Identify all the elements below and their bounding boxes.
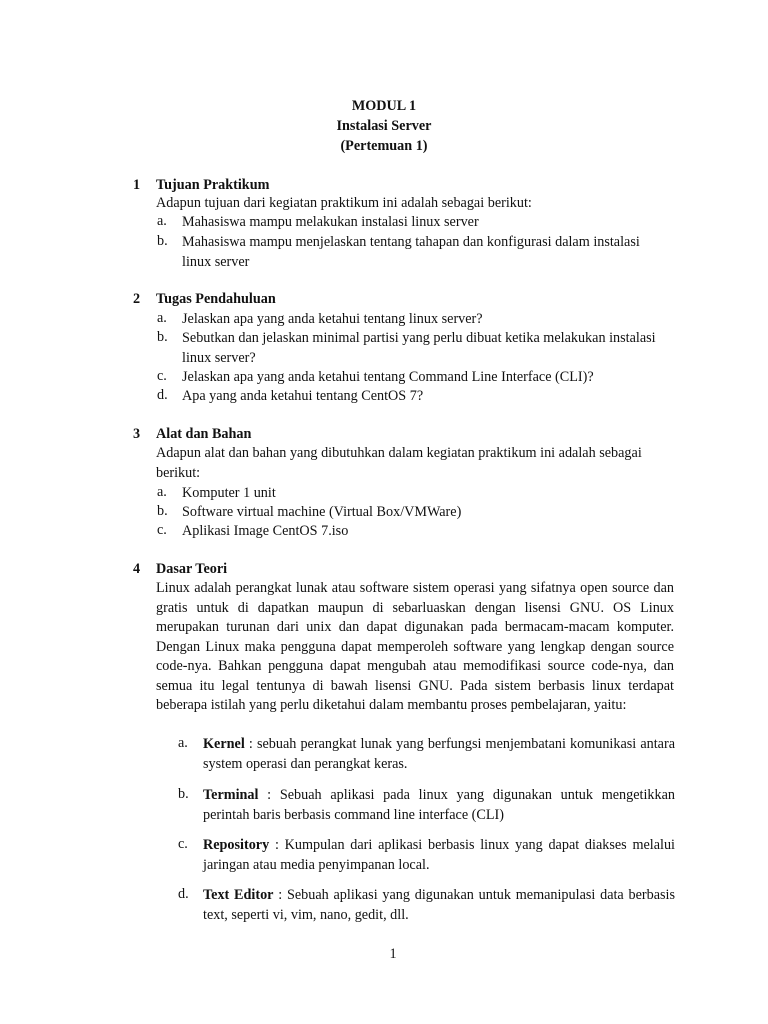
section-3-item-b-marker: b. (157, 503, 168, 519)
section-2-number: 2 (133, 291, 141, 307)
section-2-item-c: Jelaskan apa yang anda ketahui tentang Command Line Interface (CLI)? (182, 369, 594, 385)
section-1-heading: Tujuan Praktikum (156, 177, 270, 193)
theory-term: Repository (203, 837, 270, 853)
section-4-intro: Linux adalah perangkat lunak atau software sistem operasi yang sifatnya open source dan gratis untuk di dapatkan maupun di sebarluaskan dengan lisensi GNU. OS Linux merupakan turunan dari unix dan dapat digunakan pada bermacam-macam komputer. Dengan Linux maka pengguna dapat memperoleh software yang lengkap dengan source code-nya. Bahkan pengguna dapat mengubah atau memodifikasi source code-nya, dan semua itu legal tentunya di bawah lisensi GNU. Pada sistem berbasis linux terdapat beberapa istilah yang perlu diketahui dalam membantu proses pembelajaran, yaitu: (156, 580, 674, 713)
section-3-item-c: Aplikasi Image CentOS 7.iso (182, 523, 349, 539)
section-2-item-b-marker: b. (157, 329, 168, 345)
section-3-heading: Alat dan Bahan (156, 426, 252, 442)
theory-term: Text Editor (203, 887, 274, 903)
theory-item-repository (203, 836, 675, 875)
section-1-number: 1 (133, 177, 141, 193)
theory-item-d-marker: d. (178, 886, 189, 902)
section-3-item-a: Komputer 1 unit (182, 485, 276, 501)
section-1-item-a: Mahasiswa mampu melakukan instalasi linux server (182, 214, 479, 230)
section-2-item-c-marker: c. (157, 368, 167, 384)
theory-term: Terminal (203, 787, 259, 803)
page-number: 1 (389, 946, 397, 962)
section-3-item-b: Software virtual machine (Virtual Box/VMWare) (182, 504, 462, 520)
section-1-item-b-marker: b. (157, 233, 168, 249)
section-2-item-a-marker: a. (157, 310, 167, 326)
theory-definition: : Kumpulan dari aplikasi berbasis linux yang dapat diakses melalui jaringan atau media penyimpanan local. (203, 837, 675, 873)
theory-definition: : sebuah perangkat lunak yang berfungsi menjembatani komunikasi antara system operasi dan perangkat keras. (203, 736, 675, 772)
section-4-heading: Dasar Teori (156, 561, 228, 577)
theory-item-text-editor (203, 886, 675, 925)
theory-definition: : Sebuah aplikasi pada linux yang digunakan untuk mengetikkan perintah baris berbasis command line interface (CLI) (203, 787, 675, 823)
section-3-intro: Adapun alat dan bahan yang dibutuhkan dalam kegiatan praktikum ini adalah sebagai berikut: (156, 445, 642, 481)
theory-term: Kernel (203, 736, 245, 752)
section-3-number: 3 (133, 426, 141, 442)
section-2-item-d: Apa yang anda ketahui tentang CentOS 7? (182, 388, 424, 404)
section-1-item-b: Mahasiswa mampu menjelaskan tentang tahapan dan konfigurasi dalam instalasi linux server (182, 234, 640, 270)
section-4-number: 4 (133, 561, 141, 577)
section-2-item-d-marker: d. (157, 387, 168, 403)
section-2-item-b: Sebutkan dan jelaskan minimal partisi yang perlu dibuat ketika melakukan instalasi linux server? (182, 330, 656, 366)
module-subtitle: Instalasi Server (336, 118, 432, 134)
section-3-item-a-marker: a. (157, 484, 167, 500)
theory-item-a-marker: a. (178, 735, 188, 751)
meeting-label: (Pertemuan 1) (340, 138, 428, 154)
section-2-heading: Tugas Pendahuluan (156, 291, 276, 307)
section-3-item-c-marker: c. (157, 522, 167, 538)
section-1-item-a-marker: a. (157, 213, 167, 229)
theory-item-kernel (203, 735, 675, 774)
theory-item-terminal (203, 786, 675, 825)
section-1-intro: Adapun tujuan dari kegiatan praktikum ini adalah sebagai berikut: (156, 195, 532, 211)
theory-item-b-marker: b. (178, 786, 189, 802)
theory-definition: : Sebuah aplikasi yang digunakan untuk memanipulasi data berbasis text, seperti vi, vim, nano, gedit, dll. (203, 887, 675, 923)
section-2-item-a: Jelaskan apa yang anda ketahui tentang linux server? (182, 311, 483, 327)
module-title: MODUL 1 (351, 98, 417, 114)
theory-item-c-marker: c. (178, 836, 188, 852)
